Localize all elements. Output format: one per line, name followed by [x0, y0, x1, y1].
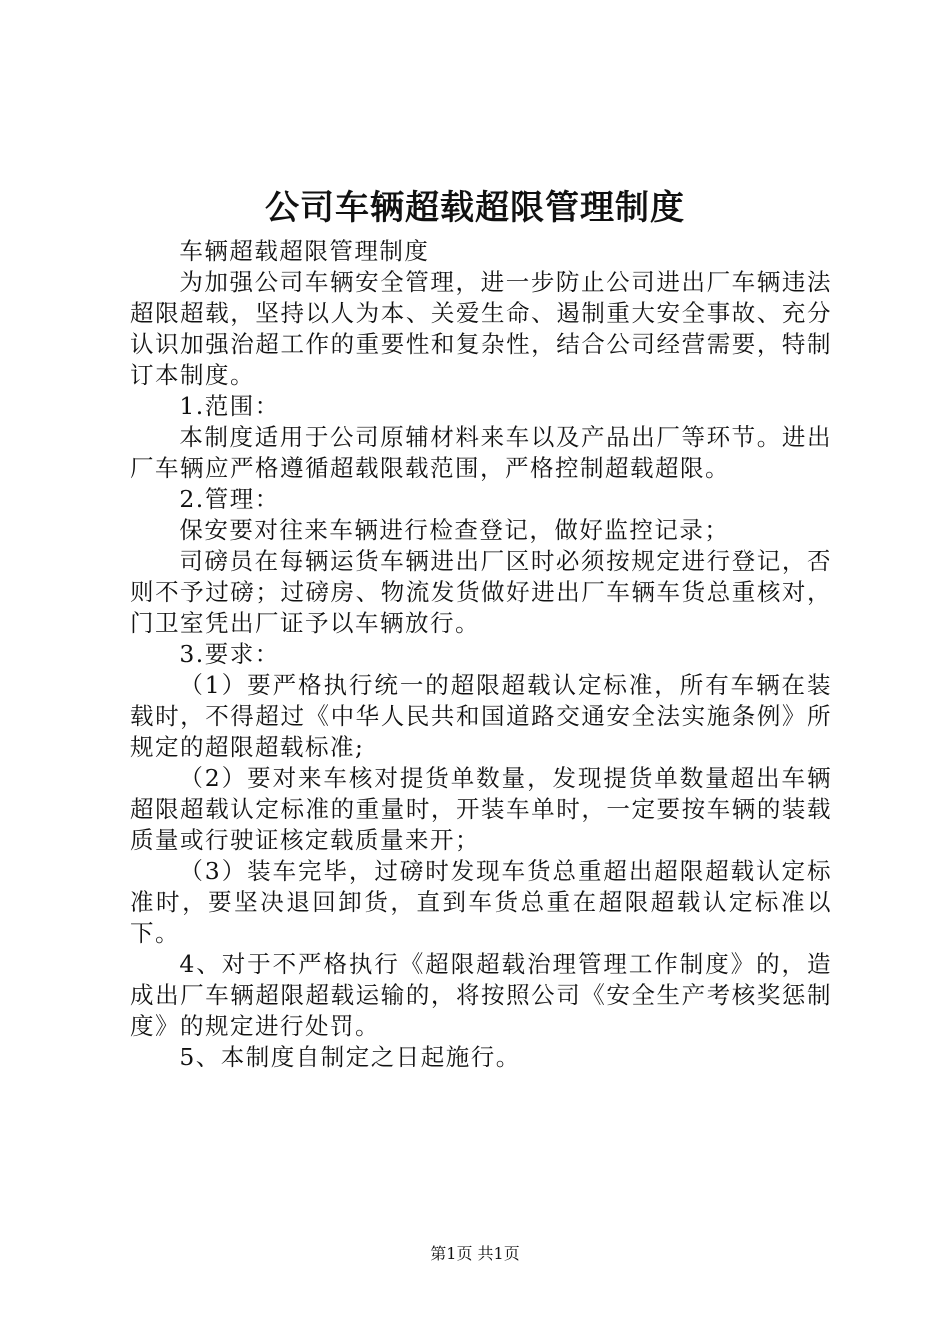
paragraph-requirement-3: （3）装车完毕，过磅时发现车货总重超出超限超载认定标准时，要坚决退回卸货，直到车货总重在超限超载认定标准以下。	[130, 857, 832, 947]
document-body	[130, 236, 832, 1073]
paragraph-subtitle: 车辆超载超限管理制度	[179, 237, 430, 265]
paragraph-security-check: 保安要对往来车辆进行检查登记，做好监控记录；	[179, 516, 730, 544]
paragraph-penalty: 4、对于不严格执行《超限超载治理管理工作制度》的，造成出厂车辆超限超载运输的，将按照公司《安全生产考核奖惩制度》的规定进行处罚。	[130, 950, 832, 1040]
section-heading-management: 2.管理：	[179, 485, 280, 513]
section-heading-requirements: 3.要求：	[179, 640, 280, 668]
paragraph-effective-date: 5、本制度自制定之日起施行。	[179, 1043, 521, 1071]
document-title: 公司车辆超载超限管理制度	[265, 188, 685, 228]
paragraph-requirement-2: （2）要对来车核对提货单数量，发现提货单数量超出车辆超限超载认定标准的重量时，开装车单时，一定要按车辆的装载质量或行驶证核定载质量来开；	[130, 764, 832, 854]
paragraph-scope: 本制度适用于公司原辅材料来车以及产品出厂等环节。进出厂车辆应严格遵循超载限载范围，严格控制超载超限。	[130, 423, 832, 482]
page-number-footer: 第1页 共1页	[430, 1244, 520, 1263]
paragraph-requirement-1: （1）要严格执行统一的超限超载认定标准，所有车辆在装载时，不得超过《中华人民共和国道路交通安全法实施条例》所规定的超限超载标准;	[130, 671, 832, 761]
paragraph-weighing: 司磅员在每辆运货车辆进出厂区时必须按规定进行登记，否则不予过磅；过磅房、物流发货做好进出厂车辆车货总重核对，门卫室凭出厂证予以车辆放行。	[130, 547, 832, 637]
section-heading-scope: 1.范围：	[179, 392, 280, 420]
paragraph-intro: 为加强公司车辆安全管理，进一步防止公司进出厂车辆违法超限超载，坚持以人为本、关爱生命、遏制重大安全事故、充分认识加强治超工作的重要性和复杂性，结合公司经营需要，特制订本制度。	[130, 268, 832, 389]
